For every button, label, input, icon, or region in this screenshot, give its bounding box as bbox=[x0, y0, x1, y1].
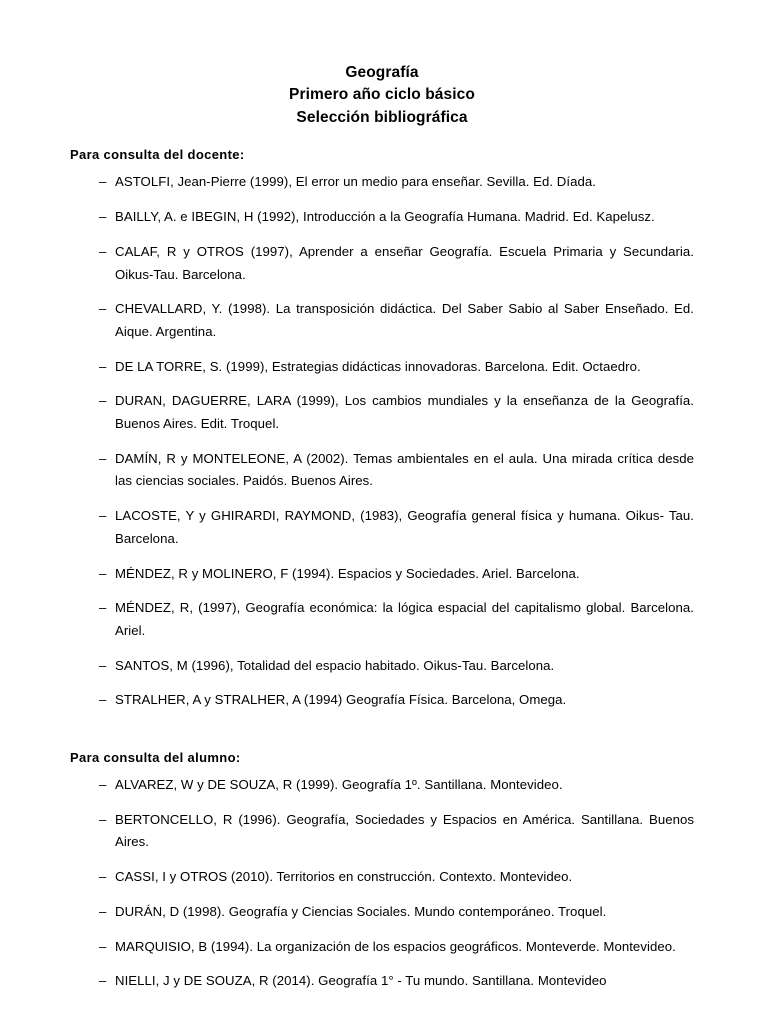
dash-bullet-icon: – bbox=[99, 973, 107, 989]
reference-list-docente bbox=[70, 171, 694, 712]
reference-text: CHEVALLARD, Y. (1998). La transposición didáctica. Del Saber Sabio al Saber Enseñado. Ed. Aique. Argentina. bbox=[115, 301, 694, 339]
list-item bbox=[70, 298, 694, 343]
dash-bullet-icon: – bbox=[99, 657, 107, 673]
dash-bullet-icon: – bbox=[99, 938, 107, 954]
reference-text: MARQUISIO, B (1994). La organización de los espacios geográficos. Monteverde. Montevideo. bbox=[115, 938, 676, 954]
title-line-1: Geografía bbox=[345, 64, 419, 81]
list-item bbox=[70, 241, 694, 286]
dash-bullet-icon: – bbox=[99, 174, 107, 190]
section-alumno bbox=[70, 750, 694, 993]
dash-bullet-icon: – bbox=[99, 358, 107, 374]
list-item bbox=[70, 390, 694, 435]
section-docente bbox=[70, 147, 694, 712]
list-item bbox=[70, 655, 694, 678]
list-item bbox=[70, 206, 694, 229]
reference-text: SANTOS, M (1996), Totalidad del espacio habitado. Oikus-Tau. Barcelona. bbox=[115, 657, 555, 673]
list-item bbox=[70, 866, 694, 889]
dash-bullet-icon: – bbox=[99, 600, 107, 616]
reference-text: BAILLY, A. e IBEGIN, H (1992), Introducción a la Geografía Humana. Madrid. Ed. Kapelusz. bbox=[115, 209, 655, 225]
dash-bullet-icon: – bbox=[99, 450, 107, 466]
dash-bullet-icon: – bbox=[99, 301, 107, 317]
title-line-3: Selección bibliográfica bbox=[296, 108, 468, 126]
list-item bbox=[70, 689, 694, 712]
reference-text: CALAF, R y OTROS (1997), Aprender a enseñar Geografía. Escuela Primaria y Secundaria. Oikus-Tau. Barcelona. bbox=[115, 243, 694, 282]
reference-text: DURAN, DAGUERRE, LARA (1999), Los cambios mundiales y la enseñanza de la Geografía. Buenos Aires. Edit. Troquel. bbox=[115, 393, 694, 432]
list-item bbox=[70, 901, 694, 924]
dash-bullet-icon: – bbox=[99, 209, 107, 225]
dash-bullet-icon: – bbox=[99, 903, 107, 919]
reference-list-alumno bbox=[70, 774, 694, 993]
reference-text: DURÁN, D (1998). Geografía y Ciencias Sociales. Mundo contemporáneo. Troquel. bbox=[115, 903, 607, 919]
list-item bbox=[70, 171, 694, 194]
title-line-2: Primero año ciclo básico bbox=[289, 86, 475, 104]
list-item bbox=[70, 448, 694, 493]
section-heading-docente: Para consulta del docente: bbox=[70, 147, 245, 163]
reference-text: CASSI, I y OTROS (2010). Territorios en construcción. Contexto. Montevideo. bbox=[115, 869, 573, 885]
reference-text: ASTOLFI, Jean-Pierre (1999), El error un medio para enseñar. Sevilla. Ed. Díada. bbox=[115, 174, 596, 190]
section-heading-alumno: Para consulta del alumno: bbox=[70, 750, 241, 766]
dash-bullet-icon: – bbox=[99, 565, 107, 581]
list-item bbox=[70, 505, 694, 550]
reference-text: ALVAREZ, W y DE SOUZA, R (1999). Geografía 1º. Santillana. Montevideo. bbox=[115, 777, 563, 793]
reference-text: LACOSTE, Y y GHIRARDI, RAYMOND, (1983), Geografía general física y humana. Oikus- Tau. Barcelona. bbox=[115, 508, 694, 546]
page-title bbox=[70, 62, 694, 129]
dash-bullet-icon: – bbox=[99, 777, 107, 793]
reference-text: DAMÍN, R y MONTELEONE, A (2002). Temas ambientales en el aula. Una mirada crítica desde las ciencias sociales. Paidós. Buenos Aires. bbox=[115, 450, 694, 489]
reference-text: MÉNDEZ, R y MOLINERO, F (1994). Espacios y Sociedades. Ariel. Barcelona. bbox=[115, 565, 580, 581]
reference-text: NIELLI, J y DE SOUZA, R (2014). Geografía 1° - Tu mundo. Santillana. Montevideo bbox=[115, 973, 607, 989]
list-item bbox=[70, 936, 694, 959]
list-item bbox=[70, 774, 694, 797]
dash-bullet-icon: – bbox=[99, 692, 107, 708]
dash-bullet-icon: – bbox=[99, 243, 107, 259]
reference-text: MÉNDEZ, R, (1997), Geografía económica: la lógica espacial del capitalismo global. Barcelona. Ariel. bbox=[115, 600, 694, 638]
dash-bullet-icon: – bbox=[99, 508, 107, 524]
reference-text: STRALHER, A y STRALHER, A (1994) Geografía Física. Barcelona, Omega. bbox=[115, 692, 567, 708]
reference-text: BERTONCELLO, R (1996). Geografía, Sociedades y Espacios en América. Santillana. Buenos Aires. bbox=[115, 811, 694, 850]
dash-bullet-icon: – bbox=[99, 869, 107, 885]
list-item bbox=[70, 809, 694, 854]
dash-bullet-icon: – bbox=[99, 393, 107, 409]
list-item bbox=[70, 970, 694, 993]
list-item bbox=[70, 356, 694, 379]
list-item bbox=[70, 563, 694, 586]
section-spacer bbox=[70, 712, 694, 750]
reference-text: DE LA TORRE, S. (1999), Estrategias didácticas innovadoras. Barcelona. Edit. Octaedro. bbox=[115, 358, 641, 374]
list-item bbox=[70, 597, 694, 642]
dash-bullet-icon: – bbox=[99, 811, 107, 827]
